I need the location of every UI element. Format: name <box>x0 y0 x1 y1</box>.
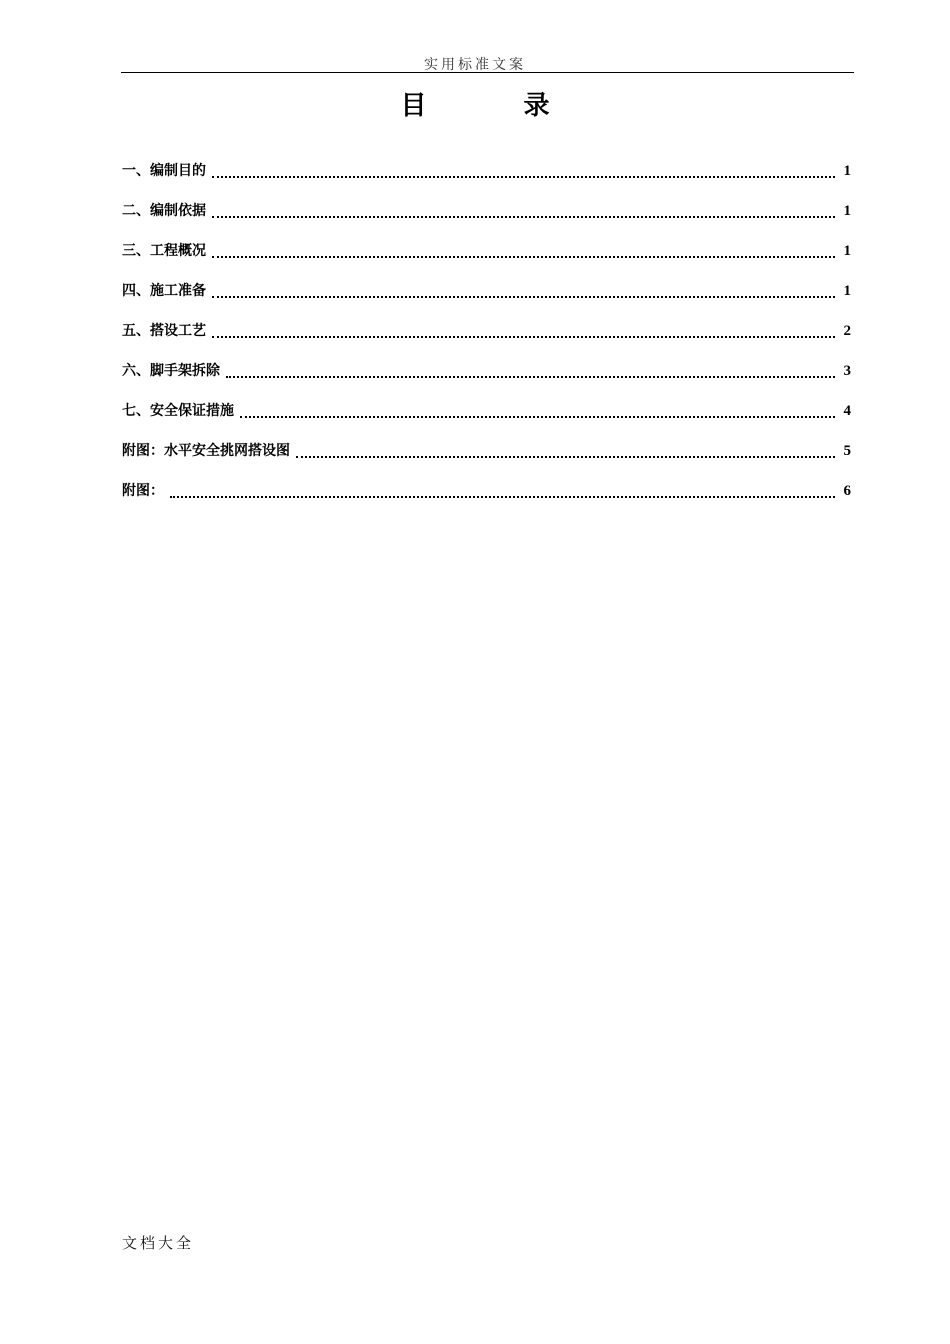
page-header: 实用标准文案 <box>424 57 526 73</box>
toc-entry[interactable] <box>122 440 851 480</box>
toc-entry[interactable] <box>122 320 851 360</box>
toc-dot-leader <box>296 440 835 458</box>
toc-dot-leader <box>212 240 835 258</box>
toc-entry-label: 三、工程概况 <box>122 243 206 259</box>
page-footer: 文档大全 <box>122 1234 195 1252</box>
toc-dot-leader <box>212 320 835 338</box>
toc-entry-label: 附图：水平安全挑网搭设图 <box>122 443 290 459</box>
toc-entry[interactable] <box>122 200 851 240</box>
toc-entry-page: 1 <box>843 283 851 299</box>
toc-entry[interactable] <box>122 240 851 280</box>
toc-entry[interactable] <box>122 160 851 200</box>
toc-entry[interactable] <box>122 360 851 400</box>
toc-dot-leader <box>240 400 835 418</box>
toc-title: 目 录 <box>400 91 594 121</box>
toc-entry[interactable] <box>122 480 851 520</box>
toc-dot-leader <box>212 160 835 178</box>
header-rule <box>121 72 854 73</box>
toc-dot-leader <box>170 480 835 498</box>
toc-dot-leader <box>226 360 835 378</box>
toc-entry[interactable] <box>122 280 851 320</box>
toc-dot-leader <box>212 280 835 298</box>
toc-list <box>122 160 851 520</box>
toc-entry-page: 2 <box>843 323 851 339</box>
toc-entry-page: 5 <box>843 443 851 459</box>
toc-entry-label: 一、编制目的 <box>122 163 206 179</box>
toc-entry-page: 6 <box>843 483 851 499</box>
toc-entry-label: 七、安全保证措施 <box>122 403 234 419</box>
toc-entry-page: 1 <box>843 203 851 219</box>
toc-entry-page: 4 <box>843 403 851 419</box>
toc-entry-label: 五、搭设工艺 <box>122 323 206 339</box>
toc-entry-label: 附图： <box>122 483 164 499</box>
toc-dot-leader <box>212 200 835 218</box>
toc-entry-label: 二、编制依据 <box>122 203 206 219</box>
toc-entry-page: 3 <box>843 363 851 379</box>
toc-entry-page: 1 <box>843 243 851 259</box>
toc-entry-label: 四、施工准备 <box>122 283 206 299</box>
toc-entry-label: 六、脚手架拆除 <box>122 363 220 379</box>
toc-entry-page: 1 <box>843 163 851 179</box>
toc-entry[interactable] <box>122 400 851 440</box>
